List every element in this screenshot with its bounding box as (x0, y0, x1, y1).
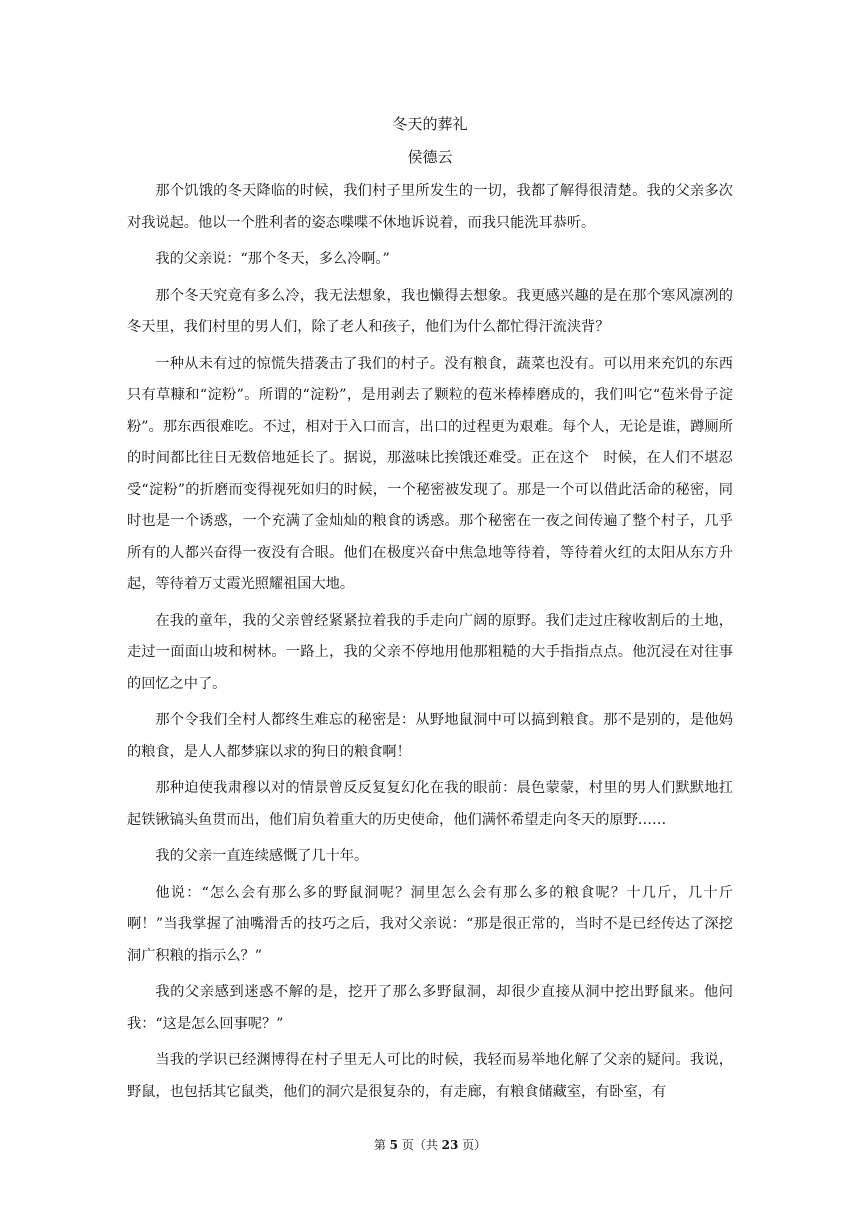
page-total: 23 (441, 1138, 459, 1152)
page-footer (0, 1136, 860, 1154)
paragraph: 那个令我们全村人都终生难忘的秘密是：从野地鼠洞中可以搞到粮食。那不是别的，是他妈的粮食，是人人都梦寐以求的狗日的粮食啊！ (127, 712, 733, 760)
paragraph: 我的父亲说：“那个冬天，多么冷啊。” (155, 251, 390, 267)
footer-suffix: 页） (458, 1138, 487, 1152)
paragraph: 他说：“怎么会有那么多的野鼠洞呢？洞里怎么会有那么多的粮食呢？十几斤，几十斤啊！”当我掌握了油嘴滑舌的技巧之后，我对父亲说：“那是很正常的，当时不是已经传达了深挖洞广积粮的指示么？” (127, 884, 733, 964)
essay-body (127, 176, 733, 1113)
essay-title: 冬天的葬礼 (392, 115, 468, 133)
paragraph: 在我的童年，我的父亲曾经紧紧拉着我的手走向广阔的原野。我们走过庄稼收割后的土地，走过一面面山坡和树林。一路上，我的父亲不停地用他那粗糙的大手指指点点。他沉浸在对往事的回忆之中了。 (127, 612, 733, 692)
paragraph: 当我的学识已经渊博得在村子里无人可比的时候，我轻而易举地化解了父亲的疑问。我说，野鼠，也包括其它鼠类，他们的洞穴是很复杂的，有走廊，有粮食储藏室，有卧室，有 (127, 1052, 733, 1100)
footer-middle: 页（共 (398, 1138, 442, 1152)
paragraph: 那个冬天究竟有多么冷，我无法想象，我也懒得去想象。我更感兴趣的是在那个寒风凛冽的冬天里，我们村里的男人们，除了老人和孩子，他们为什么都忙得汗流浃背？ (127, 287, 733, 335)
essay-author: 侯德云 (407, 148, 453, 166)
paragraph: 那个饥饿的冬天降临的时候，我们村子里所发生的一切，我都了解得很清楚。我的父亲多次对我说起。他以一个胜利者的姿态喋喋不休地诉说着，而我只能洗耳恭听。 (127, 183, 733, 231)
paragraph: 一种从未有过的惊慌失措袭击了我们的村子。没有粮食，蔬菜也没有。可以用来充饥的东西只有草糠和“淀粉”。所谓的“淀粉”，是用剥去了颗粒的苞米棒棒磨成的，我们叫它“苞米骨子淀粉”。那东西很难吃。不过，相对于入口而言，出口的过程更为艰难。每个人，无论是谁，蹲厕所的时间都比往日无数倍地延长了。据说，那滋味比挨饿还难受。正在这个 时候，在人们不堪忍受“淀粉”的折磨而变得视死如归的时候，一个秘密被发现了。那是一个可以借此活命的秘密，同时也是一个诱惑，一个充满了金灿灿的粮食的诱惑。那个秘密在一夜之间传遍了整个村子，几乎所有的人都兴奋得一夜没有合眼。他们在极度兴奋中焦急地等待着，等待着火红的太阳从东方升起，等待着万丈霞光照耀祖国大地。 (127, 355, 733, 592)
page-number: 5 (389, 1138, 398, 1152)
paragraph: 我的父亲感到迷惑不解的是，挖开了那么多野鼠洞，却很少直接从洞中挖出野鼠来。他问我：“这是怎么回事呢？” (127, 984, 733, 1032)
paragraph: 我的父亲一直连续感慨了几十年。 (155, 848, 369, 864)
footer-prefix: 第 (373, 1138, 390, 1152)
paragraph: 那种迫使我肃穆以对的情景曾反反复复幻化在我的眼前：晨色蒙蒙，村里的男人们默默地扛起铁锹镐头鱼贯而出，他们肩负着重大的历史使命，他们满怀希望走向冬天的原野…… (127, 780, 733, 828)
